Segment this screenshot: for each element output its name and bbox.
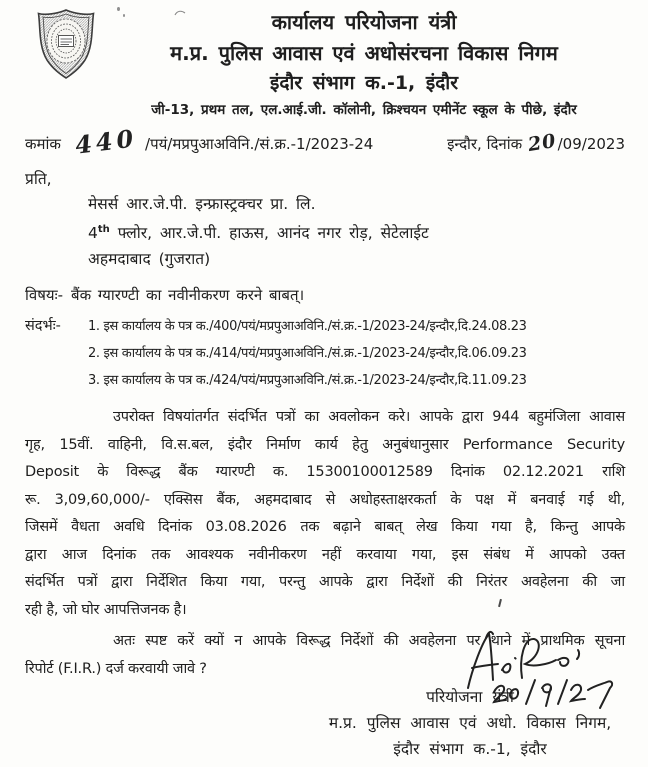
body-line: रिपोर्ट (F.I.R.) दर्ज करवायी जावे ?: [25, 660, 207, 677]
reference-item: 1. इस कार्यालय के पत्र क./400/पयं/मप्रपुआअविनि./सं.क्र.-1/2023-24/इन्दौर,दि.24.08.23: [88, 319, 527, 335]
references-items: [88, 313, 527, 394]
scan-artifact-dot: [117, 7, 120, 11]
references-block: [25, 313, 648, 394]
reference-item: 2. इस कार्यालय के पत्र क./414/पयं/मप्रपुआअविनि./सं.क्र.-1/2023-24/इन्दौर,दि.06.09.23: [88, 346, 527, 362]
salutation: प्रति,: [25, 170, 52, 188]
body-paragraph-1: [25, 404, 625, 624]
subject-label: विषयः-: [25, 286, 64, 305]
handwritten-serial-number: 440: [73, 123, 139, 160]
addressee-street-line: [88, 217, 648, 246]
body-line: रू. 3,09,60,000/- एक्सिस बैंक, अहमदाबाद से अधोहस्ताक्षरकर्ता के पक्ष में बनवाई गई थी,: [25, 491, 625, 508]
division-line: इंदौर संभाग क.-1, इंदौर: [269, 72, 459, 94]
addressee-name: मेसर्स आर.जे.पी. इन्फ्रास्ट्रक्चर प्रा. लि.: [88, 195, 316, 213]
letterhead: [0, 0, 648, 118]
floor-ordinal-suffix: th: [97, 224, 110, 235]
body-line: उपरोक्त विषयांतर्गत संदर्भित पत्रों का अवलोकन करे। आपके द्वारा 944 बहुमंजिला आवास: [113, 409, 625, 426]
floor-number: 4: [88, 224, 98, 243]
reference-item: 3. इस कार्यालय के पत्र क./424/पयं/मप्रपुआअविनि./सं.क्र.-1/2023-24/इन्दौर,दि.11.09.23: [88, 373, 527, 389]
subject-line: [25, 285, 623, 305]
subject-text: बैंक ग्यारण्टी का नवीनीकरण करने बाबत्।: [71, 286, 305, 305]
place-date-label: इन्दौर, दिनांक: [447, 135, 523, 153]
scan-artifact-squiggle: [174, 2, 186, 9]
handwritten-day: 20: [526, 129, 559, 157]
street-text: फ्लोर, आर.जे.पी. हाऊस, आनंद नगर रोड़, सेटेलाईट: [117, 224, 429, 243]
office-address-line: जी-13, प्रथम तल, एल.आई.जी. कॉलोनी, क्रिश्चयन एमीनेंट स्कूल के पीछे, इंदौर: [151, 102, 577, 118]
date-rest: /09/2023: [557, 135, 625, 153]
signoff-block: [302, 684, 638, 762]
ref-number-label: कमांक: [25, 135, 61, 153]
addressee-block: [88, 191, 648, 272]
body-line: संदर्भित पत्रों द्वारा निर्देशित किया गया, परन्तु आपके द्वारा निर्देशों की निरंतर अवहेलना की जा: [25, 574, 625, 591]
signatory-designation: परियोजना यंत्री: [426, 688, 514, 706]
ref-number-suffix: /पयं/मप्रपुआअविनि./सं.क्र.-1/2023-24: [145, 135, 374, 153]
body-line: गृह, 15वीं. वाहिनी, वि.स.बल, इंदौर निर्माण कार्य हेतु अनुबंधानुसार Performance Security: [25, 436, 625, 453]
police-badge-emblem-icon: [35, 8, 97, 84]
signoff-division: इंदौर संभाग क.-1, इंदौर: [393, 740, 547, 758]
body-line: द्वारा आज दिनांक तक आवश्यक नवीनीकरण नहीं करवाया गया, इस संबंध में आपको उक्त: [25, 546, 625, 563]
body-line: अतः स्पष्ट करें क्यों न आपके विरूद्ध निर्देशों की अवहेलना पर थाने में प्राथमिक सूचना: [113, 633, 625, 650]
body-line: जिसमें वैधता अवधि दिनांक 03.08.2026 तक बढ़ाने बाबत् लेख किया गया है, किन्तु आपके: [25, 519, 625, 536]
signoff-organization: म.प्र. पुलिस आवास एवं अधो. विकास निगम,: [328, 714, 612, 732]
scan-artifact-dot: [123, 14, 125, 17]
references-label: संदर्भः-: [25, 318, 61, 335]
body-line: रही है, जो घोर आपत्तिजनक है।: [25, 601, 187, 618]
body-line: Deposit के विरूद्ध बैंक ग्यारण्टी क. 15300100012589 दिनांक 02.12.2021 राशि: [25, 464, 625, 481]
addressee-city-line: अहमदाबाद (गुजरात): [88, 250, 211, 269]
office-title: कार्यालय परियोजना यंत्री: [271, 10, 457, 34]
ref-number-line: [25, 123, 625, 160]
organization-name: म.प्र. पुलिस आवास एवं अधोसंरचना विकास निगम: [170, 41, 558, 65]
